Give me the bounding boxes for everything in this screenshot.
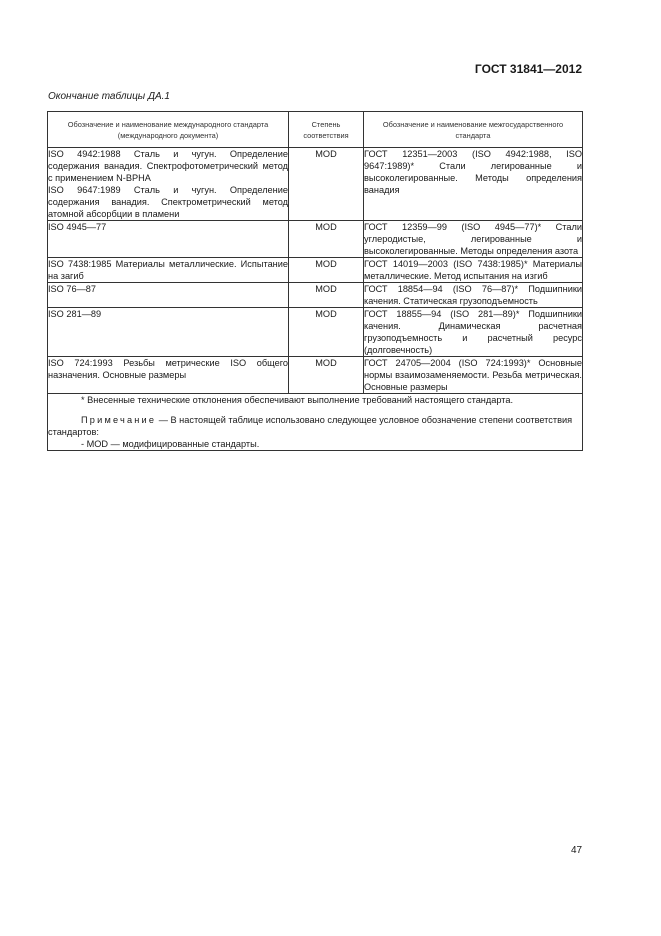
interstate-standard-cell: ГОСТ 14019—2003 (ISO 7438:1985)* Материалы металлические. Метод испытания на изгиб <box>364 259 582 281</box>
note-paragraph <box>48 414 582 438</box>
international-standard-cell: ISO 724:1993 Резьбы метрические ISO общего назначения. Основные размеры <box>48 357 289 394</box>
international-standard-cell: ISO 76—87 <box>48 283 289 308</box>
document-code: ГОСТ 31841—2012 <box>474 62 582 76</box>
notes-row <box>48 394 583 451</box>
table-row <box>48 148 583 221</box>
table-header-row <box>48 112 583 148</box>
table-row <box>48 308 583 357</box>
standards-table <box>47 111 583 451</box>
notes-cell <box>48 394 583 451</box>
degree-cell: MOD <box>289 308 364 357</box>
header-degree: Степень соответствия <box>289 112 364 148</box>
page-number: 47 <box>571 845 583 856</box>
degree-cell: MOD <box>289 258 364 283</box>
note-text: — В настоящей таблице использовано следующее условное обозначение степени соответствия стандартов: <box>48 415 573 437</box>
header-interstate: Обозначение и наименование межгосударственного стандарта <box>364 112 583 148</box>
table-caption: Окончание таблицы ДА.1 <box>48 91 170 102</box>
degree-cell: MOD <box>289 283 364 308</box>
footnote: * Внесенные технические отклонения обеспечивают выполнение требований настоящего стандарта. <box>81 395 514 405</box>
degree-cell: MOD <box>289 357 364 394</box>
international-standard-cell: ISO 4942:1988 Сталь и чугун. Определение содержания ванадия. Спектрофотометрический метод с применением N-BPHA ISO 9647:1989 Сталь и чугун. Определение содержания ванадия. Спектрометрический метод атомной абсорбции в пламени <box>48 149 288 219</box>
international-standard-cell: ISO 7438:1985 Материалы металлические. Испытание на загиб <box>48 259 288 281</box>
international-standard-cell: ISO 281—89 <box>48 308 289 357</box>
interstate-standard-cell: ГОСТ 18855—94 (ISO 281—89)* Подшипники качения. Динамическая расчетная грузоподъемность и расчетный ресурс (долговечность) <box>364 309 582 355</box>
interstate-standard-cell: ГОСТ 12351—2003 (ISO 4942:1988, ISO 9647:1989)* Стали легированные и высоколегированные. Методы определения ванадия <box>364 148 583 221</box>
interstate-standard-cell: ГОСТ 12359—99 (ISO 4945—77)* Стали углеродистые, легированные и высоколегированные. Методы определения азота <box>364 222 582 256</box>
interstate-standard-cell: ГОСТ 18854—94 (ISO 76—87)* Подшипники качения. Статическая грузоподъемность <box>364 284 582 306</box>
table-row <box>48 357 583 394</box>
international-standard-cell: ISO 4945—77 <box>48 221 289 258</box>
degree-cell: MOD <box>289 221 364 258</box>
header-international: Обозначение и наименование международного стандарта (международного документа) <box>48 112 289 148</box>
table-row <box>48 221 583 258</box>
interstate-standard-cell: ГОСТ 24705—2004 (ISO 724:1993)* Основные нормы взаимозаменяемости. Резьба метрическая. Основные размеры <box>364 358 582 392</box>
table-row <box>48 283 583 308</box>
note-label: Примечание <box>81 415 157 425</box>
degree-cell: MOD <box>289 148 364 221</box>
note-item: - MOD — модифицированные стандарты. <box>81 439 260 449</box>
table-row <box>48 258 583 283</box>
